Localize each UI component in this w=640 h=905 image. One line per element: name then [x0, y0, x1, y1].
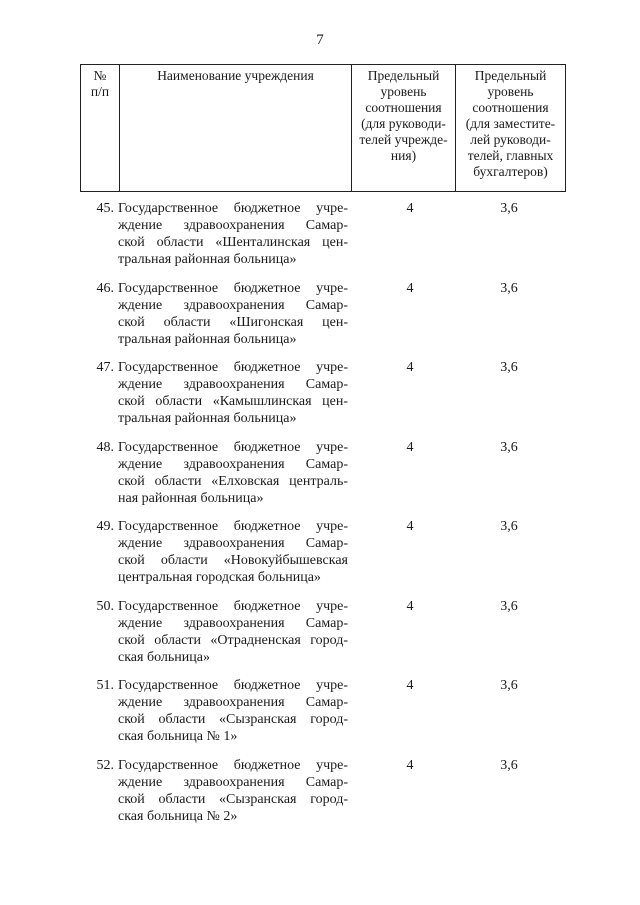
header-text-line: лей руководи-: [470, 132, 551, 147]
institution-name-line: ской области «Сызранская город-: [118, 712, 348, 727]
header-text-line: №: [93, 68, 107, 83]
header-text-line: уровень: [380, 84, 427, 99]
row-number: 46.: [96, 280, 114, 296]
limit-deputy-value: 3,6: [500, 757, 518, 773]
header-col-limit-deputy: [456, 65, 565, 191]
institution-name: [118, 439, 348, 507]
limit-head-value: 4: [406, 678, 414, 693]
row-number: 48.: [96, 439, 114, 455]
limit-head-value: 4: [406, 757, 414, 773]
limit-deputy-value: 3,6: [500, 360, 518, 375]
header-text-line: Предельный: [367, 68, 440, 83]
table-row: [80, 757, 640, 835]
header-text-line: телей учрежде-: [359, 132, 448, 147]
header-text-line: соотношения: [472, 100, 549, 115]
institution-name-line: Государственное бюджетное учре-: [118, 280, 348, 296]
limit-head-value: 4: [406, 598, 414, 614]
institution-name-line: ждение здравоохранения Самар-: [118, 536, 348, 551]
institution-name-line: ской области «Камышлинская цен-: [118, 394, 348, 409]
row-number: 45.: [96, 201, 114, 216]
institution-name-line: ской области «Новокуйбышевская: [118, 553, 348, 568]
institution-name: [118, 518, 348, 586]
institution-name-line: ждение здравоохранения Самар-: [118, 615, 348, 631]
table-row: [80, 280, 640, 358]
institution-name-line: ская больница № 2»: [118, 808, 238, 824]
institution-name-line: ждение здравоохранения Самар-: [118, 774, 348, 790]
limit-deputy-value: 3,6: [500, 201, 518, 216]
limit-deputy-value: 3,6: [500, 598, 518, 614]
institution-name-line: ждение здравоохранения Самар-: [118, 695, 348, 710]
institution-name-line: Государственное бюджетное учре-: [118, 439, 348, 455]
institution-name-line: ской области «Отрадненская город-: [118, 632, 348, 648]
page-number: 7: [316, 32, 324, 48]
header-col-limit-head: [352, 65, 456, 191]
limit-deputy-value: 3,6: [500, 280, 518, 296]
institutions-table: [80, 64, 566, 824]
institution-name: [118, 598, 348, 666]
institution-name-line: ждение здравоохранения Самар-: [118, 456, 348, 472]
table-row: [80, 359, 640, 437]
limit-deputy-value: 3,6: [500, 519, 518, 534]
header-text-line: бухгалтеров): [473, 164, 548, 179]
table-row: [80, 677, 640, 755]
header-text-line: соотношения: [365, 100, 442, 115]
table-header: [80, 64, 566, 192]
institution-name: [118, 200, 348, 268]
institution-name: [118, 280, 348, 348]
institution-name-line: центральная городская больница»: [118, 570, 321, 585]
institution-name-line: ждение здравоохранения Самар-: [118, 377, 348, 392]
institution-name: [118, 677, 348, 745]
limit-head-value: 4: [406, 519, 414, 534]
institution-name-line: Государственное бюджетное учре-: [118, 678, 348, 693]
institution-name-line: ждение здравоохранения Самар-: [118, 218, 348, 233]
institution-name-line: Государственное бюджетное учре-: [118, 519, 348, 534]
header-col-number: [81, 65, 120, 191]
institution-name-line: ской области «Елховская централь-: [118, 473, 348, 489]
institution-name-line: Государственное бюджетное учре-: [118, 201, 348, 216]
table-row: [80, 518, 640, 596]
header-text-line: (для заместите-: [465, 116, 556, 131]
table-row: [80, 598, 640, 676]
header-text-line: Наименование учреждения: [157, 68, 314, 83]
header-text-line: уровень: [487, 84, 534, 99]
limit-head-value: 4: [406, 201, 414, 216]
institution-name-line: Государственное бюджетное учре-: [118, 757, 348, 773]
institution-name-line: тральная районная больница»: [118, 331, 297, 347]
header-text-line: ния): [390, 148, 417, 163]
header-col-name: [120, 65, 352, 191]
limit-head-value: 4: [406, 439, 414, 455]
row-number: 50.: [96, 598, 114, 614]
institution-name-line: ная районная больница»: [118, 490, 264, 506]
institution-name-line: ская больница»: [118, 649, 210, 665]
table-row: [80, 200, 640, 278]
institution-name-line: ждение здравоохранения Самар-: [118, 297, 348, 313]
row-number: 49.: [96, 519, 114, 534]
table-row: [80, 439, 640, 517]
row-number: 47.: [96, 360, 114, 375]
institution-name-line: Государственное бюджетное учре-: [118, 598, 348, 614]
limit-head-value: 4: [406, 360, 414, 375]
institution-name-line: тральная районная больница»: [118, 411, 297, 426]
limit-head-value: 4: [406, 280, 414, 296]
institution-name: [118, 757, 348, 825]
header-text-line: телей, главных: [467, 148, 554, 163]
limit-deputy-value: 3,6: [500, 678, 518, 693]
limit-deputy-value: 3,6: [500, 439, 518, 455]
institution-name-line: Государственное бюджетное учре-: [118, 360, 348, 375]
header-text-line: п/п: [90, 84, 110, 99]
row-number: 51.: [96, 678, 114, 693]
header-text-line: (для руководи-: [361, 116, 446, 131]
institution-name-line: тральная районная больница»: [118, 252, 297, 267]
institution-name: [118, 359, 348, 427]
institution-name-line: ской области «Шигонская цен-: [118, 314, 348, 330]
institution-name-line: ская больница № 1»: [118, 729, 238, 744]
institution-name-line: ской области «Шенталинская цен-: [118, 235, 348, 250]
institution-name-line: ской области «Сызранская город-: [118, 791, 348, 807]
row-number: 52.: [96, 757, 114, 773]
header-text-line: Предельный: [474, 68, 547, 83]
